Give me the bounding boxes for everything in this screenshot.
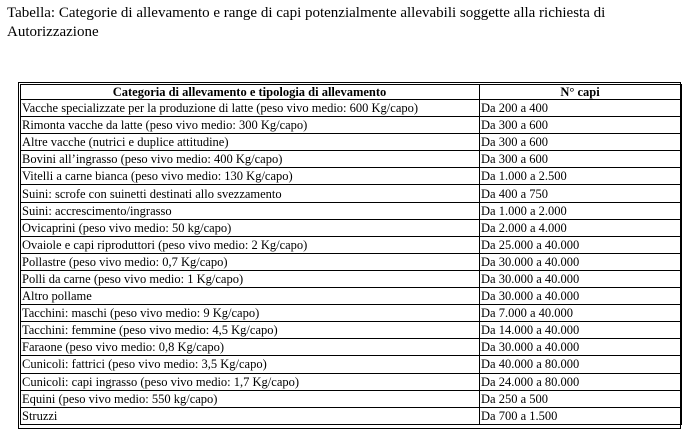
head-count-cell: Da 1.000 a 2.000 — [480, 202, 682, 219]
header-head-count: N° capi — [480, 85, 682, 100]
head-count-cell: Da 30.000 a 40.000 — [480, 288, 682, 305]
head-count-cell: Da 7.000 a 40.000 — [480, 305, 682, 322]
category-cell: Struzzi — [21, 407, 480, 424]
category-cell: Suini: accrescimento/ingrasso — [21, 202, 480, 219]
category-cell: Cunicoli: fattrici (peso vivo medio: 3,5 Kg/capo) — [21, 356, 480, 373]
category-cell: Vitelli a carne bianca (peso vivo medio: 130 Kg/capo) — [21, 168, 480, 185]
table-row — [21, 253, 682, 270]
livestock-table — [20, 84, 682, 425]
category-cell: Bovini all’ingrasso (peso vivo medio: 400 Kg/capo) — [21, 151, 480, 168]
table-row — [21, 407, 682, 424]
table-row — [21, 117, 682, 134]
table-body — [21, 100, 682, 425]
category-cell: Polli da carne (peso vivo medio: 1 Kg/capo) — [21, 270, 480, 287]
head-count-cell: Da 14.000 a 40.000 — [480, 322, 682, 339]
table-row — [21, 356, 682, 373]
head-count-cell: Da 30.000 a 40.000 — [480, 270, 682, 287]
header-category: Categoria di allevamento e tipologia di allevamento — [21, 85, 480, 100]
table-caption: Tabella: Categorie di allevamento e range di capi potenzialmente allevabili soggette alla richiesta di Autorizzazione — [7, 5, 606, 40]
head-count-cell: Da 24.000 a 80.000 — [480, 373, 682, 390]
table-row — [21, 270, 682, 287]
category-cell: Altre vacche (nutrici e duplice attitudine) — [21, 134, 480, 151]
table-row — [21, 185, 682, 202]
head-count-cell: Da 300 a 600 — [480, 151, 682, 168]
category-cell: Equini (peso vivo medio: 550 kg/capo) — [21, 390, 480, 407]
table-row — [21, 202, 682, 219]
category-cell: Pollastre (peso vivo medio: 0,7 Kg/capo) — [21, 253, 480, 270]
head-count-cell: Da 700 a 1.500 — [480, 407, 682, 424]
category-cell: Rimonta vacche da latte (peso vivo medio: 300 Kg/capo) — [21, 117, 480, 134]
head-count-cell: Da 30.000 a 40.000 — [480, 253, 682, 270]
table-row — [21, 390, 682, 407]
table-row — [21, 339, 682, 356]
head-count-cell: Da 300 a 600 — [480, 134, 682, 151]
category-cell: Suini: scrofe con suinetti destinati allo svezzamento — [21, 185, 480, 202]
head-count-cell: Da 300 a 600 — [480, 117, 682, 134]
head-count-cell: Da 2.000 a 4.000 — [480, 219, 682, 236]
table-row — [21, 322, 682, 339]
category-cell: Tacchini: femmine (peso vivo medio: 4,5 Kg/capo) — [21, 322, 480, 339]
table-row — [21, 168, 682, 185]
category-cell: Faraone (peso vivo medio: 0,8 Kg/capo) — [21, 339, 480, 356]
category-cell: Cunicoli: capi ingrasso (peso vivo medio: 1,7 Kg/capo) — [21, 373, 480, 390]
head-count-cell: Da 250 a 500 — [480, 390, 682, 407]
table-row — [21, 373, 682, 390]
category-cell: Altro pollame — [21, 288, 480, 305]
head-count-cell: Da 25.000 a 40.000 — [480, 236, 682, 253]
table-row — [21, 219, 682, 236]
category-cell: Ovaiole e capi riproduttori (peso vivo medio: 2 Kg/capo) — [21, 236, 480, 253]
head-count-cell: Da 400 a 750 — [480, 185, 682, 202]
category-cell: Tacchini: maschi (peso vivo medio: 9 Kg/capo) — [21, 305, 480, 322]
head-count-cell: Da 40.000 a 80.000 — [480, 356, 682, 373]
table-row — [21, 236, 682, 253]
head-count-cell: Da 30.000 a 40.000 — [480, 339, 682, 356]
head-count-cell: Da 1.000 a 2.500 — [480, 168, 682, 185]
table-row — [21, 305, 682, 322]
head-count-cell: Da 200 a 400 — [480, 100, 682, 117]
table-row — [21, 134, 682, 151]
category-cell: Vacche specializzate per la produzione di latte (peso vivo medio: 600 Kg/capo) — [21, 100, 480, 117]
category-cell: Ovicaprini (peso vivo medio: 50 kg/capo) — [21, 219, 480, 236]
table-row — [21, 288, 682, 305]
table-row — [21, 100, 682, 117]
table-header-row — [21, 85, 682, 100]
table-row — [21, 151, 682, 168]
